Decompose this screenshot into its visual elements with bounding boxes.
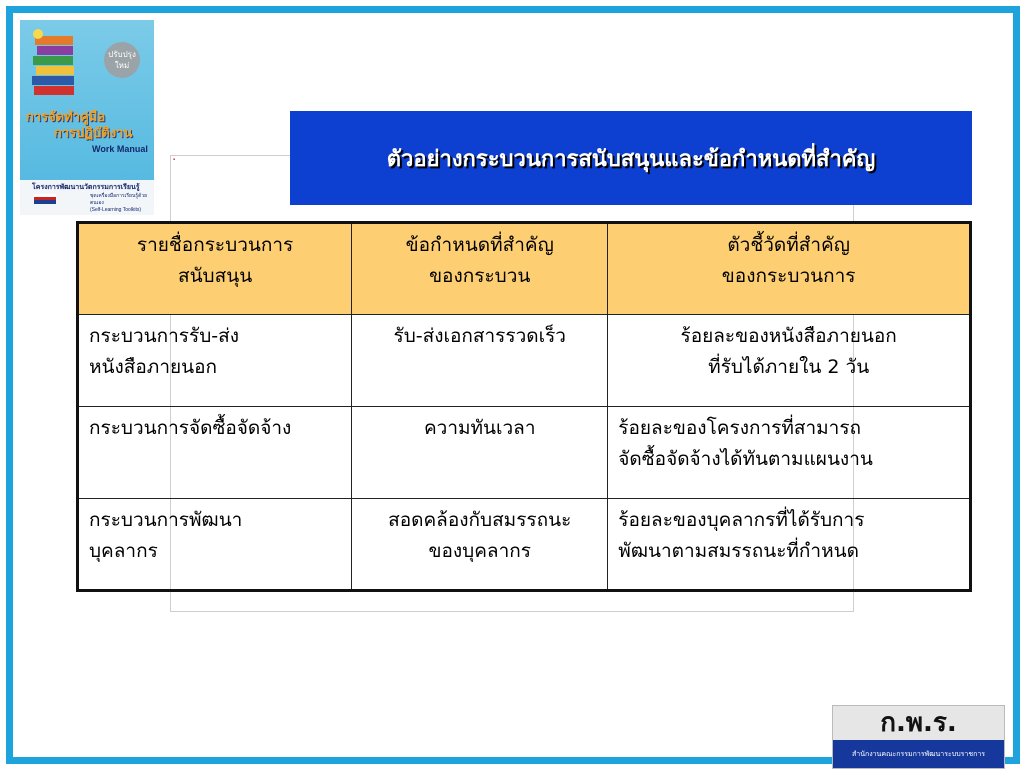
cover-kit-line1: ชุดเครื่องมือการเรียนรู้ด้วยตนเอง — [90, 193, 148, 206]
table-cell — [352, 499, 608, 591]
cover-footer — [20, 180, 154, 215]
header-process-name — [78, 223, 352, 315]
cover-title-line2: การปฏิบัติงาน — [54, 126, 133, 141]
table-cell — [352, 407, 608, 499]
cell-line: กระบวนการจัดซื้อจัดจ้าง — [89, 417, 292, 439]
cell-line: พัฒนาตามสมรรถนะที่กำหนด — [618, 540, 859, 562]
header-requirement — [352, 223, 608, 315]
table-cell — [608, 499, 971, 591]
revised-seal: ปรับปรุงใหม่ — [104, 42, 140, 78]
cell-line: ที่รับได้ภายใน 2 วัน — [708, 356, 870, 378]
table-cell — [352, 315, 608, 407]
cell-line: ความทันเวลา — [423, 417, 536, 439]
cell-line: บุคลากร — [89, 540, 158, 562]
table-row — [78, 407, 971, 499]
cover-subtitle: Work Manual — [92, 144, 148, 154]
process-table — [76, 221, 972, 592]
cell-line: รับ-ส่งเอกสารรวดเร็ว — [393, 325, 566, 347]
table-cell — [78, 407, 352, 499]
header-line: ของกระบวนการ — [721, 265, 856, 287]
slide-title: ตัวอย่างกระบวนการสนับสนุนและข้อกำหนดที่สำคัญ — [386, 146, 876, 172]
cover-logo-icon — [34, 194, 56, 204]
cell-line: จัดซื้อจัดจ้างได้ทันตามแผนงาน — [618, 448, 873, 470]
cell-line: ร้อยละของโครงการที่สามารถ — [618, 417, 862, 439]
cell-line: ร้อยละของหนังสือภายนอก — [680, 325, 897, 347]
cell-line: ของบุคลากร — [428, 540, 531, 562]
header-indicator — [608, 223, 971, 315]
cell-line: ร้อยละของบุคลากรที่ได้รับการ — [618, 509, 865, 531]
logo-band-text: สำนักงานคณะกรรมการพัฒนาระบบราชการ — [833, 740, 1004, 768]
header-line: ข้อกำหนดที่สำคัญ — [405, 234, 554, 256]
table-row — [78, 499, 971, 591]
header-line: สนับสนุน — [177, 265, 253, 287]
cell-line: สอดคล้องกับสมรรถนะ — [388, 509, 572, 531]
table-cell — [78, 499, 352, 591]
title-banner — [290, 111, 972, 205]
cover-kit-text — [90, 193, 154, 214]
manual-cover-image — [20, 20, 154, 215]
cell-line: กระบวนการรับ-ส่ง — [89, 325, 240, 347]
table-header-row — [78, 223, 971, 315]
table-cell — [608, 315, 971, 407]
table-row — [78, 315, 971, 407]
cover-kit-line2: (Self-Learning Toolkits) — [90, 207, 142, 213]
cover-title-line1: การจัดทำคู่มือ — [26, 110, 106, 125]
logo-text: ก.พ.ร. — [880, 708, 957, 738]
cell-line: กระบวนการพัฒนา — [89, 509, 243, 531]
table-cell — [78, 315, 352, 407]
opdc-logo — [832, 705, 1005, 769]
header-line: ตัวชี้วัดที่สำคัญ — [727, 234, 850, 256]
cell-line: หนังสือภายนอก — [89, 356, 218, 378]
table-cell — [608, 407, 971, 499]
header-line: รายชื่อกระบวนการ — [136, 234, 294, 256]
cover-program: โครงการพัฒนานวัตกรรมการเรียนรู้ — [32, 183, 140, 191]
books-icon — [28, 26, 78, 106]
header-line: ของกระบวน — [429, 265, 531, 287]
background-page-mark: ▪ — [173, 157, 176, 161]
